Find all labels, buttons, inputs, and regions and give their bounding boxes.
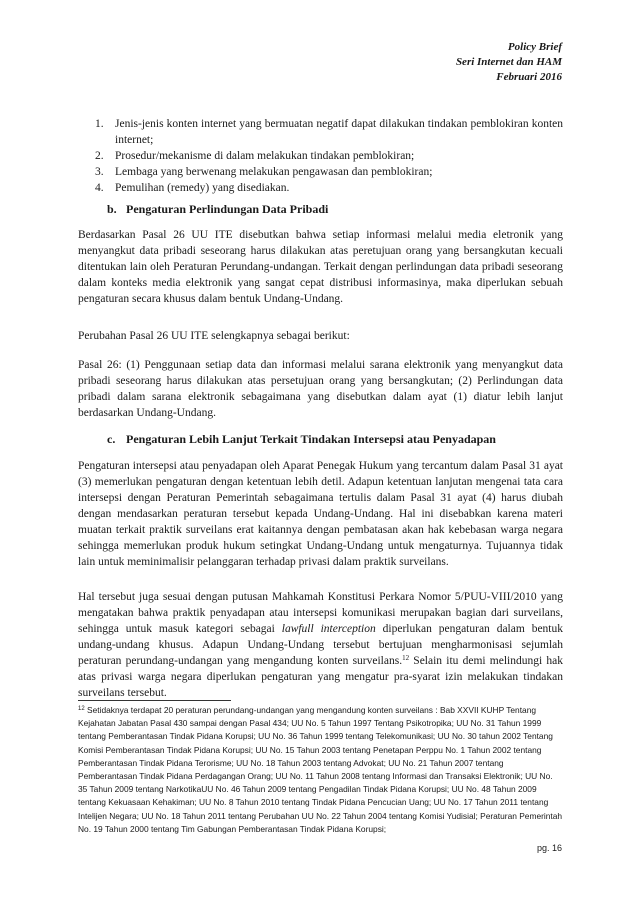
section-c-paragraph-2-part-a: Hal tersebut juga sesuai dengan putusan Mahkamah Konstitusi Perkara Nomor 5/PUU-VIII/2010 yang mengatakan bahwa praktik penyadapan atau intersepsi komunikasi merupakan bagian dari surveilans, sehingga untuk masuk kategori sebagai: [78, 591, 563, 635]
list-item-number: 1.: [95, 118, 104, 130]
list-item: [95, 148, 563, 164]
section-b-heading: [107, 201, 328, 217]
section-b-paragraph-1: Berdasarkan Pasal 26 UU ITE disebutkan bahwa setiap informasi melalui media eletronik yang menyangkut data pribadi seseorang harus dilakukan atas peretujuan orang yang bersangkutan kecuali ditentukan lain oleh Peraturan Perundang-undangan. Terkait dengan perlindungan data pribadi seseorang dalam konteks media elektronik yang sangat cepat distribusi informasinya, maka diperlukan sebuah pengaturan secara khusus dalam bentuk Undang-Undang.: [78, 229, 563, 305]
section-b-paragraph-3: Pasal 26: (1) Penggunaan setiap data dan informasi melalui sarana elektronik yang menyangkut data pribadi seseorang harus dilakukan atas persetujuan orang yang bersangkutan; (2) Perlindungan data pribadi dalam sarana elektronik sebagaimana yang disebutkan dalam ayat (1) diatur lebih lanjut berdasarkan Undang-Undang.: [78, 359, 563, 419]
list-item-number: 4.: [95, 182, 104, 194]
list-item-text: Lembaga yang berwenang melakukan pengawasan dan pemblokiran;: [115, 166, 433, 178]
list-item-text: Pemulihan (remedy) yang disediakan.: [115, 182, 290, 194]
footnote-reference[interactable]: 12: [402, 654, 410, 662]
section-c-paragraph-2-part-c: Selain itu demi melindungi hak atas privasi warga negara diperlukan pengaturan yang mengatur pra-syarat izin melakukan tindakan surveilans tersebut.: [78, 655, 563, 699]
header-date: Februari 2016: [496, 71, 562, 83]
section-c-heading: [107, 431, 496, 447]
page-number: pg. 16: [536, 843, 562, 853]
section-b-title: Pengaturan Perlindungan Data Pribadi: [126, 202, 329, 216]
section-c-paragraph-2-part-b: diperlukan pengaturan dalam bentuk undang-undang khusus. Adapun Undang-Undang tersebut bertujuan mengharmonisasi sejumlah peraturan perundang-undangan yang mengandung konten surveilans.: [78, 623, 564, 667]
list-item-text: Prosedur/mekanisme di dalam melakukan tindakan pemblokiran;: [115, 150, 415, 162]
footnote: [78, 704, 563, 836]
section-c-paragraph-2: [78, 589, 563, 701]
footnote-number: 12: [78, 706, 85, 712]
section-b-letter: b.: [107, 202, 117, 216]
list-item-number: 3.: [95, 166, 104, 178]
numbered-list: [95, 116, 563, 196]
section-c-paragraph-1: Pengaturan intersepsi atau penyadapan oleh Aparat Penegak Hukum yang tercantum dalam Pasal 31 ayat (3) memerlukan pengaturan dengan ketentuan lebih detil. Adapun ketentuan lanjutan mengenai tata cara intersepsi dengan Peraturan Pemerintah sebagaimana tertulis dalam Pasal 31 ayat (4) harus diubah dengan mendasarkan peraturan tersebut kepada Undang-Undang. Hal ini disebabkan karena materi muatan terkait praktik surveilans erat kaitannya dengan pembatasan akan hak kebebasan warga negara sehingga memerlukan produk hukum setingkat Undang-Undang untuk mengaturnya. Tujuannya tidak lain untuk meminimalisir pelanggaran terhadap privasi dalam praktik surveilans.: [78, 460, 563, 568]
list-item-number: 2.: [95, 150, 104, 162]
footnote-text: Setidaknya terdapat 20 peraturan perundang-undangan yang mengandung konten surveilans : Bab XXVII KUHP Tentang Kejahatan Jabatan Pasal 430 sampai dengan Pasal 434; UU No. 5 Tahun 1997 Tentang Psikotropika; UU No. 31 Tahun 1999 tentang Pemberantasan Tindak Pidana Korupsi; UU No. 36 Tahun 1999 tentang Telekomunikasi; UU No. 30 tahun 2002 Tentang Komisi Pemberantasan Tindak Pidana Korupsi; UU No. 15 Tahun 2003 tentang Penetapan Perppu No. 1 Tahun 2002 tentang Pemberantasan Tindak Pidana Terorisme; UU No. 18 Tahun 2003 tentang Advokat; UU No. 21 Tahun 2007 tentang Pemberantasan Tindak Pidana Perdagangan Orang; UU No. 11 Tahun 2008 tentang Informasi dan Transaksi Elektronik; UU No. 35 Tahun 2009 tentang NarkotikaUU No. 46 Tahun 2009 tentang Pengadilan Tindak Pidana Korupsi; UU No. 48 Tahun 2009 tentang Kekuasaan Kehakiman; UU No. 8 Tahun 2010 tentang Tindak Pidana Pencucian Uang; UU No. 17 Tahun 2011 tentang Intelijen Negara; UU No. 18 Tahun 2011 tentang Perubahan UU No. 22 Tahun 2004 tentang Komisi Yudisial; Peraturan Pemerintah No. 19 Tahun 2000 tentang Tim Gabungan Pemberantasan Tindak Pidana Korupsi;: [78, 705, 563, 834]
list-item-text: Jenis-jenis konten internet yang bermuatan negatif dapat dilakukan tindakan pemblokiran konten internet;: [115, 118, 563, 146]
document-header: [456, 40, 562, 85]
list-item: [95, 180, 563, 196]
section-b-paragraph-2: Perubahan Pasal 26 UU ITE selengkapnya sebagai berikut:: [78, 330, 350, 342]
section-c-letter: c.: [107, 432, 116, 446]
list-item: [95, 164, 563, 180]
section-c-title: Pengaturan Lebih Lanjut Terkait Tindakan Intersepsi atau Penyadapan: [126, 432, 496, 446]
footnote-separator: [78, 700, 231, 701]
header-series-type: Policy Brief: [507, 41, 562, 53]
header-series-name: Seri Internet dan HAM: [455, 56, 562, 68]
list-item: [95, 116, 563, 148]
lawful-interception-term: lawfull interception: [281, 623, 376, 635]
